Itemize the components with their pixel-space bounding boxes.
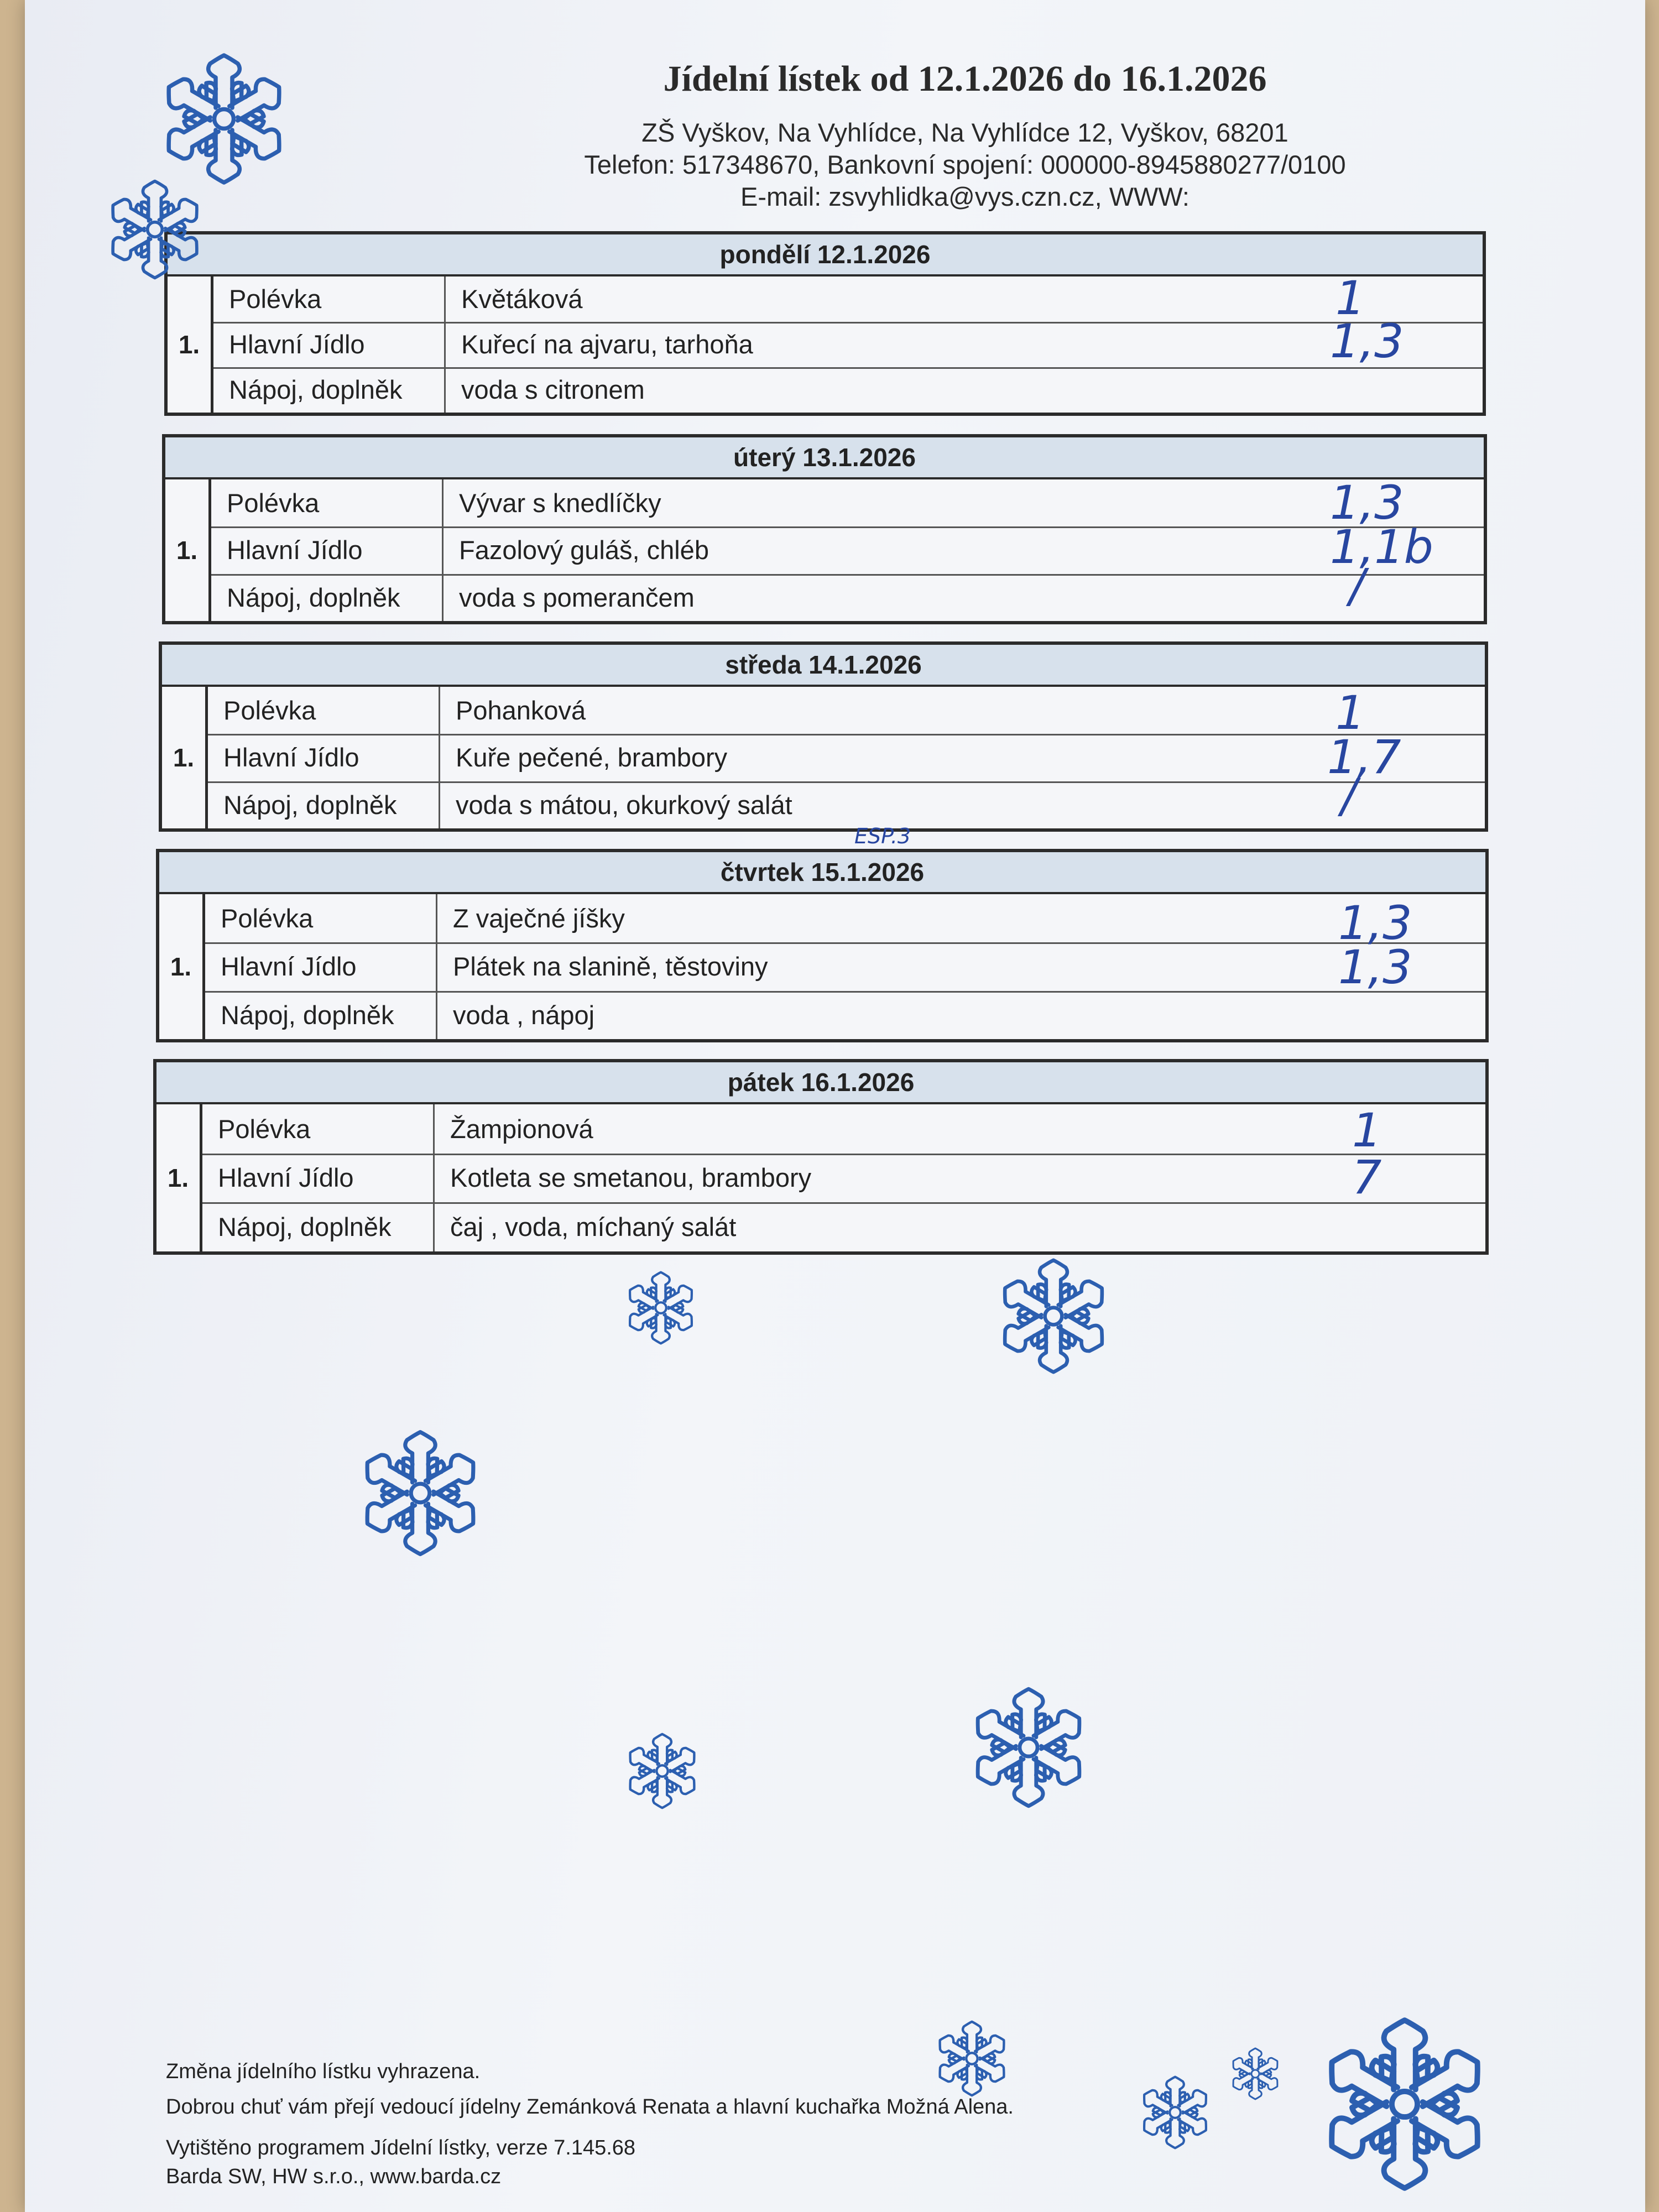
soup-value: Květáková — [461, 284, 583, 314]
main-row — [208, 734, 1485, 782]
handwritten-note: ESP.3 — [854, 824, 911, 848]
allergens-main-handwritten: 1,1b — [1330, 520, 1433, 574]
menu-header — [523, 58, 1407, 213]
main-label: Hlavní Jídlo — [208, 734, 440, 781]
main-value: Fazolový guláš, chléb — [459, 535, 709, 565]
drink-row — [213, 367, 1483, 413]
day-block-wednesday — [159, 641, 1488, 832]
main-label: Hlavní Jídlo — [205, 942, 437, 990]
menu-sheet — [25, 0, 1645, 2212]
menu-number: 1. — [165, 479, 211, 621]
main-label: Hlavní Jídlo — [202, 1154, 435, 1203]
soup-value: Vývar s knedlíčky — [459, 488, 661, 518]
drink-value: voda s pomerančem — [459, 582, 695, 612]
soup-row — [211, 479, 1484, 528]
allergens-main-handwritten: 7 — [1352, 1150, 1382, 1204]
allergens-main-handwritten: 1,7 — [1327, 730, 1401, 784]
drink-label: Nápoj, doplněk — [205, 991, 437, 1039]
snowflake-icon — [354, 1427, 487, 1559]
day-block-thursday — [156, 849, 1489, 1042]
email-www: E-mail: zsvyhlidka@vys.czn.cz, WWW: — [740, 182, 1190, 211]
soup-label: Polévka — [211, 479, 444, 526]
soup-row — [208, 687, 1485, 735]
soup-row — [205, 894, 1485, 944]
drink-value: voda , nápoj — [453, 1000, 595, 1030]
main-row — [213, 322, 1483, 369]
snowflake-icon — [993, 1255, 1114, 1377]
menu-number: 1. — [156, 1104, 202, 1251]
main-row — [211, 526, 1484, 575]
main-value: Kuřecí na ajvaru, tarhoňa — [461, 330, 753, 359]
snowflake-icon — [102, 177, 207, 282]
drink-row — [208, 781, 1485, 828]
allergens-soup-handwritten: 1 — [1335, 271, 1365, 325]
day-block-tuesday — [162, 434, 1487, 624]
drink-value: voda s mátou, okurkový salát — [456, 790, 792, 820]
snowflake-icon — [155, 50, 293, 188]
drink-row — [202, 1202, 1485, 1251]
drink-row — [205, 991, 1485, 1039]
footer-greeting: Dobrou chuť vám přejí vedoucí jídelny Zemánková Renata a hlavní kuchařka Možná Alena. — [166, 2095, 1014, 2119]
drink-label: Nápoj, doplněk — [202, 1202, 435, 1251]
soup-value: Z vaječné jíšky — [453, 904, 625, 933]
footer — [166, 2057, 1014, 2191]
menu-title: Jídelní lístek od 12.1.2026 do 16.1.2026 — [663, 59, 1267, 99]
allergens-soup-handwritten: 1,3 — [1338, 896, 1412, 950]
snowflake-icon — [622, 1731, 702, 1811]
drink-label: Nápoj, doplněk — [208, 781, 440, 828]
day-date: pátek 16.1.2026 — [156, 1062, 1485, 1104]
allergens-soup-handwritten: 1 — [1335, 686, 1365, 740]
allergens-main-handwritten: 1,3 — [1338, 940, 1412, 994]
soup-row — [213, 276, 1483, 324]
snowflake-icon — [1228, 2046, 1283, 2101]
main-label: Hlavní Jídlo — [213, 322, 446, 367]
footer-disclaimer: Změna jídelního lístku vyhrazena. — [166, 2060, 481, 2083]
phone-bank: Telefon: 517348670, Bankovní spojení: 000000-8945880277/0100 — [584, 150, 1346, 179]
day-block-friday — [153, 1059, 1489, 1255]
school-address: ZŠ Vyškov, Na Vyhlídce, Na Vyhlídce 12, Vyškov, 68201 — [641, 118, 1288, 147]
drink-value: čaj , voda, míchaný salát — [450, 1212, 737, 1242]
snowflake-icon — [1313, 2013, 1496, 2195]
allergens-main-handwritten: 1,3 — [1330, 314, 1404, 368]
allergens-soup-handwritten: 1 — [1352, 1103, 1382, 1157]
footer-vendor: Barda SW, HW s.r.o., www.barda.cz — [166, 2165, 502, 2188]
drink-row — [211, 574, 1484, 621]
main-value: Plátek na slanině, těstoviny — [453, 952, 768, 982]
day-date: středa 14.1.2026 — [162, 645, 1485, 687]
menu-number: 1. — [162, 687, 208, 828]
soup-row — [202, 1104, 1485, 1155]
day-block-monday — [164, 231, 1486, 416]
snowflake-icon — [1136, 2074, 1214, 2151]
day-date: čtvrtek 15.1.2026 — [159, 852, 1485, 894]
footer-software: Vytištěno programem Jídelní lístky, verze 7.145.68 — [166, 2136, 636, 2159]
day-date: pondělí 12.1.2026 — [168, 234, 1483, 276]
menu-number: 1. — [168, 276, 213, 413]
menu-number: 1. — [159, 894, 205, 1039]
allergens-soup-handwritten: 1,3 — [1330, 476, 1404, 530]
soup-value: Žampionová — [450, 1114, 593, 1144]
allergens-drink-handwritten: / — [1341, 769, 1357, 823]
soup-label: Polévka — [205, 894, 437, 942]
drink-value: voda s citronem — [461, 375, 645, 405]
main-row — [205, 942, 1485, 992]
allergens-drink-handwritten: / — [1349, 559, 1365, 613]
drink-label: Nápoj, doplněk — [211, 574, 444, 621]
soup-label: Polévka — [202, 1104, 435, 1154]
main-value: Kuře pečené, brambory — [456, 743, 728, 773]
snowflake-icon — [622, 1269, 700, 1347]
soup-label: Polévka — [213, 276, 446, 322]
main-value: Kotleta se smetanou, brambory — [450, 1163, 812, 1193]
soup-label: Polévka — [208, 687, 440, 734]
soup-value: Pohanková — [456, 696, 586, 726]
main-label: Hlavní Jídlo — [211, 526, 444, 573]
main-row — [202, 1154, 1485, 1204]
snowflake-icon — [965, 1684, 1092, 1811]
day-date: úterý 13.1.2026 — [165, 437, 1484, 479]
drink-label: Nápoj, doplněk — [213, 367, 446, 413]
